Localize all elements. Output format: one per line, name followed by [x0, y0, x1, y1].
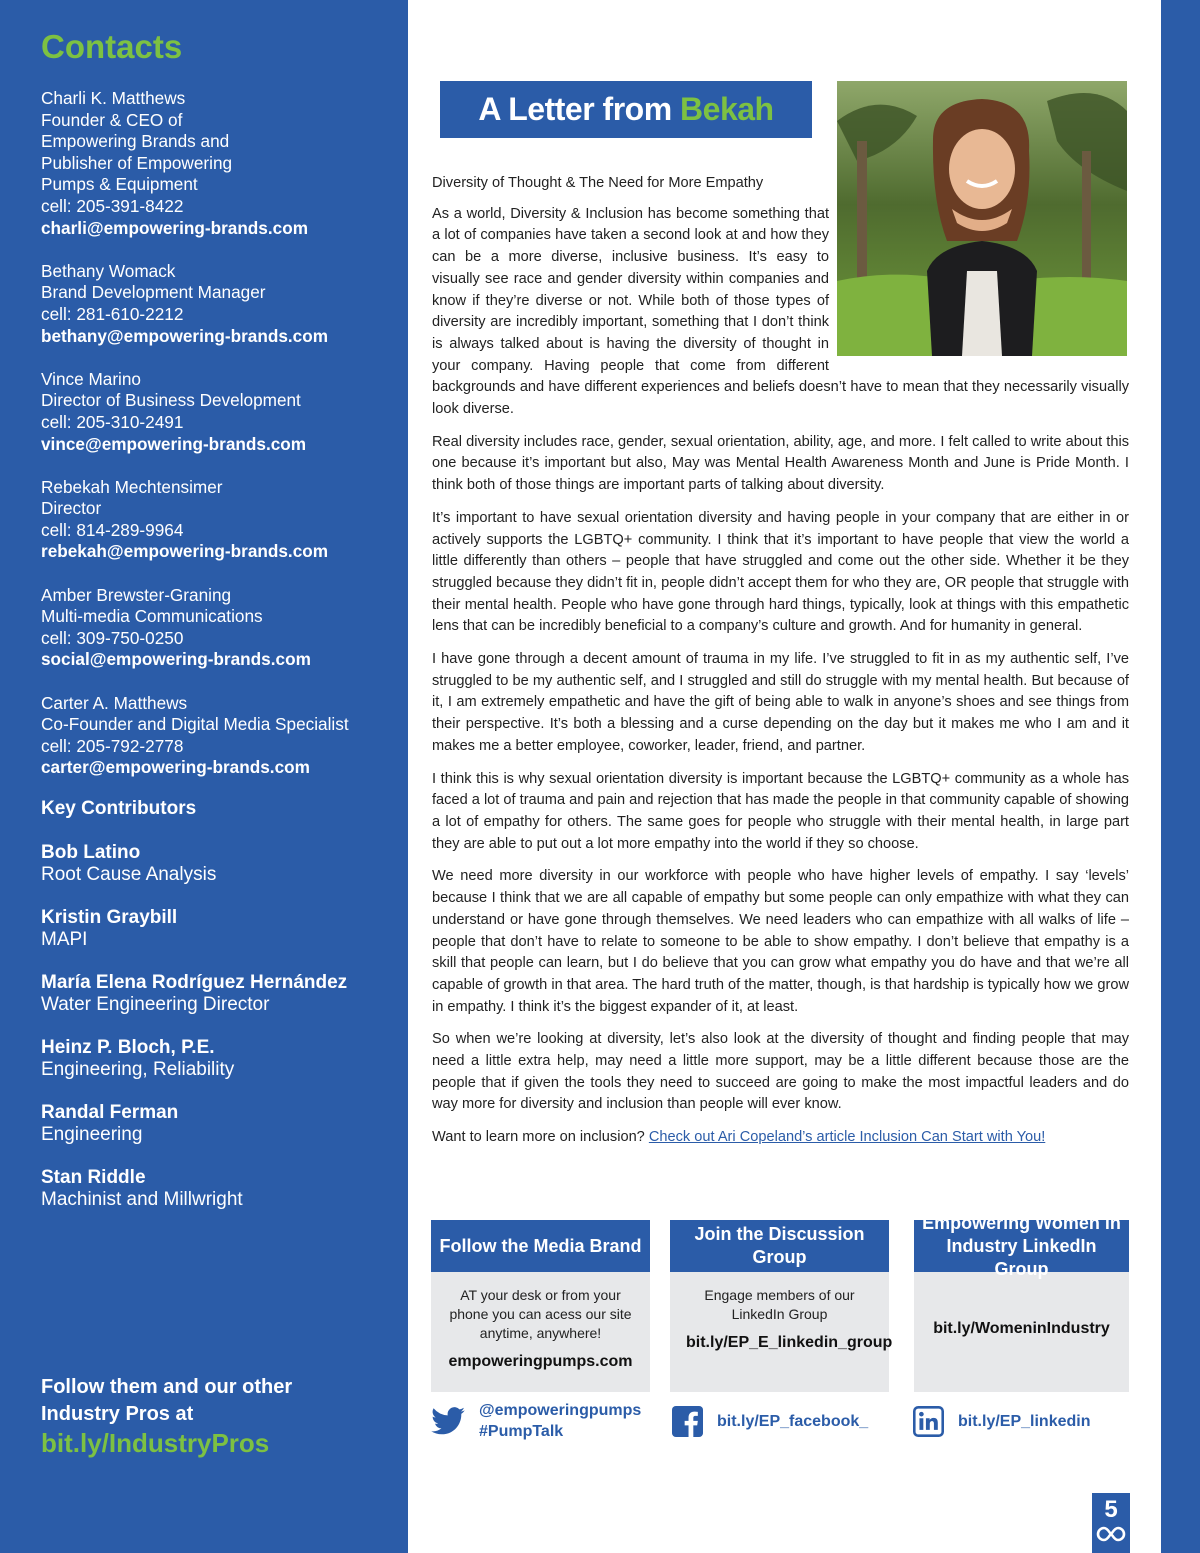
contributor-name: Randal Ferman [41, 1102, 179, 1123]
contributor-role: Machinist and Millwright [41, 1189, 243, 1210]
contact-line: Pumps & Equipment [41, 174, 198, 195]
article-subtitle: Diversity of Thought & The Need for More Empathy [432, 175, 764, 191]
contact-line: Brand Development Manager [41, 282, 266, 303]
contact-phone: cell: 814-289-9964 [41, 519, 184, 540]
contact-line: Carter A. Matthews [41, 692, 188, 713]
contributor-name: Stan Riddle [41, 1167, 146, 1188]
contact-email-link[interactable]: social@empowering-brands.com [41, 649, 311, 670]
contributor-role: Engineering [41, 1124, 143, 1145]
article-paragraph: I have gone through a decent amount of trauma in my life. I’ve struggled to fit in as my authentic self, I’ve struggled to be my authentic self, and I struggled and still do struggle with my mental health. But because of it, I am extremely empathetic and have the gift of being able to walk in anyone’s shoes and see things from their perspective. It’s both a blessing and a curse depending on the day but it makes me who I am and it makes me a better employee, coworker, leader, friend, and partner. [432, 651, 1129, 754]
contributor-name: Kristin Graybill [41, 907, 178, 928]
twitter-text [479, 1400, 641, 1442]
article-paragraph: Real diversity includes race, gender, sexual orientation, ability, age, and more. I felt called to write about this one because it’s important but also, May was Mental Health Awareness Month and June is Pride Month. I think both of those things are important parts of talking about diversity. [432, 433, 1129, 494]
linkedin-group-link[interactable]: bit.ly/EP_E_linkedin_group [686, 1334, 893, 1351]
inclusion-article-link[interactable]: Check out Ari Copeland’s article Inclusion Can Start with You! [648, 1129, 1046, 1146]
contributor-item [41, 842, 401, 886]
key-contributors-title: Key Contributors [41, 798, 197, 819]
contact-line: Founder & CEO of [41, 109, 183, 130]
twitter-hashtag[interactable]: #PumpTalk [479, 1423, 564, 1440]
contributor-item [41, 972, 401, 1016]
letter-title [440, 81, 812, 138]
contributor-role: Engineering, Reliability [41, 1059, 235, 1080]
box-title: Empowering Women in Industry LinkedIn Group [914, 1220, 1129, 1272]
contributor-name: Heinz P. Bloch, P.E. [41, 1037, 215, 1058]
photo-wrap-spacer [829, 173, 1129, 363]
page-number-badge [1092, 1493, 1130, 1553]
article-paragraph: As a world, Diversity & Inclusion has become something that a lot of companies have taken a second look at and how they can be a more diverse, inclusive business. It’s easy to visually see race and gender diversity within companies and know if they’re diverse or not. While both of those types of diversity are incredibly important, something that I don’t think is always talked about is having the diversity of thought in your company. Having people that come from different backgrounds and have different experiences and beliefs doesn’t have to mean that they necessarily visually look diverse. [432, 205, 1129, 418]
box-description: AT your desk or from your phone you can acess our site anytime, anywhere! [449, 1287, 632, 1341]
contact-line: Empowering Brands and [41, 131, 230, 152]
twitter-icon [431, 1407, 465, 1435]
empoweringpumps-link[interactable]: empoweringpumps.com [448, 1353, 633, 1370]
women-in-industry-box [914, 1212, 1129, 1392]
contact-line: Publisher of Empowering [41, 152, 233, 173]
box-title: Join the Discussion Group [670, 1220, 889, 1272]
contact-line: Director of Business Development [41, 390, 301, 411]
linkedin-link[interactable]: bit.ly/EP_linkedin [958, 1413, 1091, 1430]
contact-line: Vince Marino [41, 368, 141, 389]
discussion-group-box [670, 1220, 893, 1392]
contacts-title: Contacts [41, 28, 183, 65]
contact-line: Co-Founder and Digital Media Specialist [41, 714, 349, 735]
contact-phone: cell: 205-391-8422 [41, 195, 184, 216]
article-paragraph: I think this is why sexual orientation diversity is important because the LGBTQ+ community as a whole has faced a lot of trauma and pain and rejection that has made the people in that community capable of showing a lot of empathy for others. The same goes for people who struggle with their mental health, in large part they are able to put out a lot more empathy into the world if they so choose. [432, 770, 1129, 852]
follow-pros-text: Follow them and our other Industry Pros at [41, 1376, 293, 1425]
contact-amber [41, 585, 391, 671]
article-paragraph: It’s important to have sexual orientation diversity and having people in your company that are either in or actively supports the LGBTQ+ community. I think that it’s important to have people that view the world a little differently than others – people that have struggled and come out the other side. Whether it be they struggled because they didn’t fit in, people didn’t accept them for who they are, OR people that struggle with their mental health. People who have gone through hard things, typically, look at things with this empathetic lens that can be incredibly beneficial to a company’s culture and growth. And for humanity in general. [432, 509, 1129, 635]
contact-email-link[interactable]: charli@empowering-brands.com [41, 217, 308, 238]
article-paragraph: We need more diversity in our workforce with people who have higher levels of empathy. I say ‘levels’ because I think that we are all capable of empathy but some people can only empathize with what they can understand or have gone through themselves. We need leaders who can empathize with all walks of life – people that don’t have to relate to someone to be able to show empathy. I don’t believe that empathy is a skill that people can learn, but I do believe that you can grow what empathy you do have and that we’re all capable of growth in that area. The hard truth of the matter, though, is that hardship is typically how we grow in empathy. I think it’s the biggest expander of it, at least. [432, 868, 1129, 1015]
box-body [670, 1272, 893, 1352]
contributor-role: Water Engineering Director [41, 994, 270, 1015]
key-contributors-list [41, 842, 401, 1232]
contact-phone: cell: 309-750-0250 [41, 627, 184, 648]
box-body [431, 1272, 650, 1371]
contact-line: Rebekah Mechtensimer [41, 476, 223, 497]
facebook-icon [672, 1406, 703, 1437]
contacts-sidebar [0, 0, 408, 1553]
women-in-industry-link[interactable]: bit.ly/WomeninIndustry [933, 1320, 1110, 1337]
contact-carter [41, 693, 391, 779]
contact-line: Charli K. Matthews [41, 88, 186, 108]
box-description: Engage members of our LinkedIn Group [704, 1287, 855, 1322]
contact-vince [41, 369, 391, 455]
contact-line: Multi-media Communications [41, 606, 263, 627]
twitter-handle[interactable]: @empoweringpumps [479, 1402, 642, 1419]
media-brand-box [431, 1220, 650, 1392]
article-cta [432, 1127, 1129, 1149]
contributor-role: MAPI [41, 929, 88, 950]
contributor-item [41, 907, 401, 951]
contact-email-link[interactable]: vince@empowering-brands.com [41, 433, 307, 454]
contact-list [41, 88, 391, 801]
contact-bethany [41, 261, 391, 347]
contributor-role: Root Cause Analysis [41, 864, 217, 885]
linkedin-icon [913, 1406, 944, 1437]
facebook-link[interactable]: bit.ly/EP_facebook_ [717, 1413, 869, 1430]
article-paragraph: So when we’re looking at diversity, let’s also look at the diversity of thought and finding people that may need a little extra help, may need a little more support, may be a little different because those are the people that if given the tools they need to succeed are going to make the most impactful leaders and do way more for diversity and inclusion than people will ever know. [432, 1031, 1129, 1113]
box-body [914, 1272, 1129, 1338]
contributor-item [41, 1102, 401, 1146]
contact-phone: cell: 205-792-2778 [41, 735, 184, 756]
infinity-logo-icon [1096, 1525, 1126, 1543]
twitter-link-group[interactable] [431, 1400, 641, 1442]
letter-title-prefix: A Letter from [478, 91, 681, 127]
contact-line: Amber Brewster-Graning [41, 584, 232, 605]
cta-text: Want to learn more on inclusion? [432, 1129, 649, 1146]
contact-email-link[interactable]: carter@empowering-brands.com [41, 757, 310, 778]
contact-phone: cell: 281-610-2212 [41, 303, 184, 324]
industry-pros-link[interactable]: bit.ly/IndustryPros [41, 1428, 270, 1458]
contact-line: Bethany Womack [41, 260, 176, 281]
linkedin-link-group[interactable] [913, 1406, 1090, 1437]
contact-charli [41, 88, 391, 239]
contributor-name: Bob Latino [41, 842, 141, 863]
contact-rebekah [41, 477, 391, 563]
page-number: 5 [1104, 1496, 1118, 1523]
contributor-item [41, 1167, 401, 1211]
box-title: Follow the Media Brand [431, 1220, 650, 1272]
contact-email-link[interactable]: rebekah@empowering-brands.com [41, 541, 329, 562]
letter-title-name: Bekah [680, 91, 774, 127]
contact-phone: cell: 205-310-2491 [41, 411, 184, 432]
contact-email-link[interactable]: bethany@empowering-brands.com [41, 325, 329, 346]
facebook-link-group[interactable] [672, 1406, 868, 1437]
letter-article [432, 173, 1129, 1160]
right-edge-strip [1161, 0, 1200, 1553]
contributor-name: María Elena Rodríguez Hernández [41, 972, 348, 993]
contributor-item [41, 1037, 401, 1081]
contact-line: Director [41, 498, 102, 519]
